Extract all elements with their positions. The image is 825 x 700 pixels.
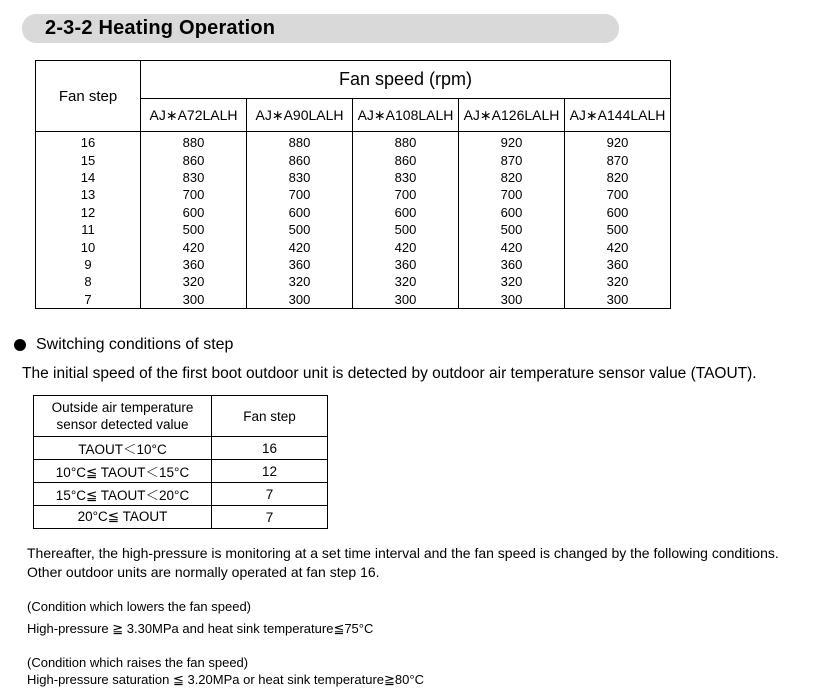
fan-step-row <box>36 238 671 255</box>
initial-speed-text: The initial speed of the first boot outdoor unit is detected by outdoor air temperature sensor value (TAOUT). <box>22 365 757 382</box>
fan-step-row <box>36 186 671 203</box>
model-header: AJ∗A72LALH <box>141 99 247 132</box>
fan-step-row <box>36 273 671 290</box>
fan-speed-cell: 420 <box>353 238 459 255</box>
condition-row <box>34 437 328 460</box>
fan-step-cell: 7 <box>36 291 141 309</box>
fan-step-row <box>36 169 671 186</box>
thereafter-line2: Other outdoor units are normally operated at fan step 16. <box>27 564 380 580</box>
fan-step-cell: 10 <box>36 238 141 255</box>
raise-condition-title: (Condition which raises the fan speed) <box>27 655 249 670</box>
fan-step-header: Fan step <box>36 61 141 132</box>
fan-speed-cell: 420 <box>565 238 671 255</box>
fan-step-cell: 11 <box>36 221 141 238</box>
condition-table <box>33 395 328 529</box>
fan-speed-cell: 360 <box>459 256 565 273</box>
section-title: 2-3-2 Heating Operation <box>45 17 276 39</box>
fan-speed-cell: 700 <box>459 186 565 203</box>
fan-speed-cell: 500 <box>459 221 565 238</box>
fan-step-row <box>36 151 671 168</box>
outside-temp-header <box>34 396 212 437</box>
outside-temp-header-line2: sensor detected value <box>56 417 189 432</box>
bullet-icon <box>14 339 26 351</box>
condition-cell: 15°C≦ TAOUT＜20°C <box>34 483 212 506</box>
fan-speed-cell: 880 <box>353 132 459 152</box>
fan-speed-cell: 360 <box>565 256 671 273</box>
fan-speed-cell: 420 <box>247 238 353 255</box>
condition-row <box>34 506 328 529</box>
fan-step-cell: 15 <box>36 151 141 168</box>
fan-step-row <box>36 256 671 273</box>
model-header: AJ∗A144LALH <box>565 99 671 132</box>
fan-speed-cell: 300 <box>353 291 459 309</box>
fan-speed-cell: 700 <box>141 186 247 203</box>
condition-cell: 10°C≦ TAOUT＜15°C <box>34 460 212 483</box>
fan-speed-cell: 300 <box>565 291 671 309</box>
condition-cell: 20°C≦ TAOUT <box>34 506 212 529</box>
fan-speed-cell: 860 <box>141 151 247 168</box>
fan-speed-cell: 500 <box>565 221 671 238</box>
outside-temp-header-line1: Outside air temperature <box>51 400 194 415</box>
fan-speed-cell: 880 <box>141 132 247 152</box>
fan-speed-cell: 420 <box>141 238 247 255</box>
switching-heading: Switching conditions of step <box>36 336 234 353</box>
fan-step-cell: 16 <box>36 132 141 152</box>
fan-speed-cell: 320 <box>247 273 353 290</box>
fan-speed-cell: 870 <box>459 151 565 168</box>
fan-step-cell: 12 <box>36 204 141 221</box>
fan-speed-cell: 300 <box>141 291 247 309</box>
section-header-bar <box>22 14 619 43</box>
fan-speed-cell: 860 <box>353 151 459 168</box>
model-header: AJ∗A126LALH <box>459 99 565 132</box>
fan-speed-cell: 600 <box>459 204 565 221</box>
fan-speed-cell: 300 <box>247 291 353 309</box>
condition-step-cell: 7 <box>212 506 328 529</box>
fan-speed-header: Fan speed (rpm) <box>141 61 671 99</box>
fan-step-cell: 14 <box>36 169 141 186</box>
condition-table-body <box>34 437 328 529</box>
fan-speed-cell: 600 <box>141 204 247 221</box>
fan-speed-cell: 700 <box>247 186 353 203</box>
fan-speed-cell: 830 <box>247 169 353 186</box>
lower-condition-title: (Condition which lowers the fan speed) <box>27 599 252 614</box>
condition-cell: TAOUT＜10°C <box>34 437 212 460</box>
fan-speed-cell: 360 <box>141 256 247 273</box>
condition-row <box>34 460 328 483</box>
fan-speed-cell: 820 <box>459 169 565 186</box>
fan-speed-cell: 500 <box>353 221 459 238</box>
fan-speed-cell: 500 <box>247 221 353 238</box>
fan-speed-cell: 820 <box>565 169 671 186</box>
model-header: AJ∗A108LALH <box>353 99 459 132</box>
fan-speed-cell: 920 <box>459 132 565 152</box>
fan-speed-cell: 420 <box>459 238 565 255</box>
fan-step-row <box>36 291 671 309</box>
fan-speed-table-body <box>36 132 671 309</box>
fan-speed-cell: 500 <box>141 221 247 238</box>
fan-speed-cell: 830 <box>141 169 247 186</box>
fan-step-cell: 13 <box>36 186 141 203</box>
fan-speed-cell: 600 <box>353 204 459 221</box>
fan-speed-cell: 600 <box>565 204 671 221</box>
fan-speed-cell: 700 <box>353 186 459 203</box>
fan-speed-cell: 700 <box>565 186 671 203</box>
fan-speed-cell: 320 <box>353 273 459 290</box>
fan-speed-table <box>35 60 671 309</box>
fan-speed-cell: 600 <box>247 204 353 221</box>
fan-speed-cell: 830 <box>353 169 459 186</box>
condition-row <box>34 483 328 506</box>
model-header: AJ∗A90LALH <box>247 99 353 132</box>
fan-speed-cell: 320 <box>565 273 671 290</box>
fan-step-row <box>36 132 671 152</box>
fan-speed-cell: 880 <box>247 132 353 152</box>
fan-speed-cell: 360 <box>247 256 353 273</box>
fan-speed-cell: 320 <box>141 273 247 290</box>
condition-step-cell: 12 <box>212 460 328 483</box>
fan-speed-cell: 360 <box>353 256 459 273</box>
fan-step-cell: 8 <box>36 273 141 290</box>
condition-step-cell: 7 <box>212 483 328 506</box>
fan-step-col-header: Fan step <box>212 396 328 437</box>
fan-step-cell: 9 <box>36 256 141 273</box>
fan-speed-cell: 870 <box>565 151 671 168</box>
raise-condition-text: High-pressure saturation ≦ 3.20MPa or heat sink temperature≧80°C <box>27 672 424 687</box>
condition-step-cell: 16 <box>212 437 328 460</box>
fan-step-row <box>36 204 671 221</box>
fan-speed-cell: 920 <box>565 132 671 152</box>
fan-step-row <box>36 221 671 238</box>
fan-speed-cell: 300 <box>459 291 565 309</box>
lower-condition-text: High-pressure ≧ 3.30MPa and heat sink temperature≦75°C <box>27 621 374 636</box>
fan-speed-cell: 320 <box>459 273 565 290</box>
thereafter-line1: Thereafter, the high-pressure is monitoring at a set time interval and the fan speed is changed by the following conditions. <box>27 545 779 561</box>
fan-speed-cell: 860 <box>247 151 353 168</box>
